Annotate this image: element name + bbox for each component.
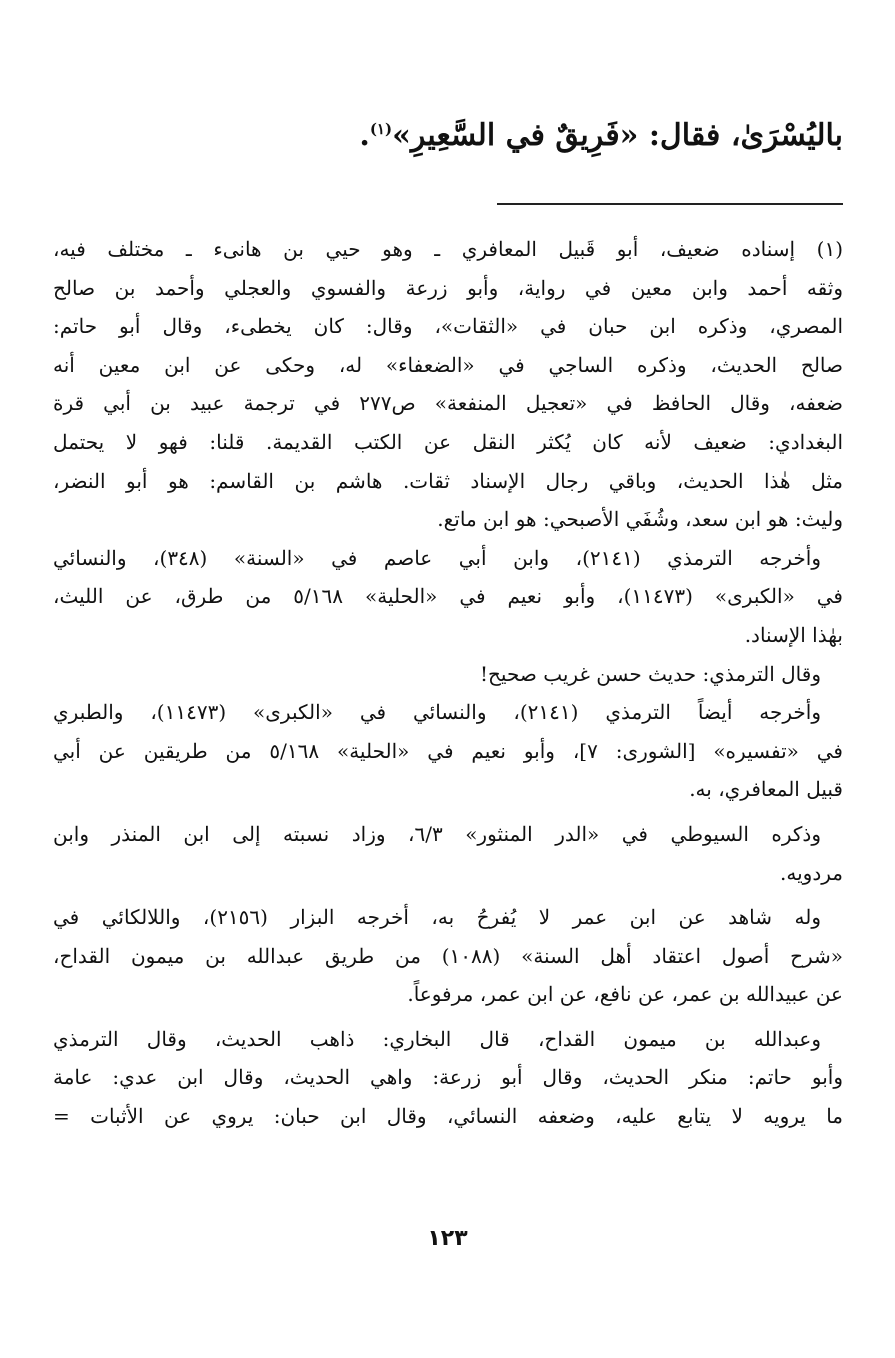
footnote-line: ما يرويه لا يتابع عليه، وضعفه النسائي، وقال ابن حبان: يروي عن الأثبات = (53, 1104, 843, 1129)
footnote-line: وعبدالله بن ميمون القداح، قال البخاري: ذاهب الحديث، وقال الترمذي (53, 1026, 821, 1051)
footnote-line: عن عبيدالله بن عمر، عن نافع، عن ابن عمر، مرفوعاً. (407, 982, 843, 1007)
footnote-line: مثل هٰذا الحديث، وباقي رجال الإسناد ثقات. هاشم بن القاسم: هو أبو النضر، (53, 468, 843, 493)
footnote-line: وثقه أحمد وابن معين في رواية، وأبو زرعة والفسوي والعجلي وأحمد بن صالح (53, 275, 843, 300)
page-number: ١٢٣ (427, 1226, 468, 1251)
footnote-line: صالح الحديث، وذكره الساجي في «الضعفاء» له، وحكى عن ابن معين أنه (53, 352, 843, 377)
footnote-line: وأخرجه أيضاً الترمذي (٢١٤١)، والنسائي في «الكبرى» (١١٤٧٣)، والطبري (53, 700, 821, 725)
footnote-line: (١) إسناده ضعيف، أبو قَبيل المعافري ـ وهو حيي بن هانىء ـ مختلف فيه، (53, 237, 843, 261)
footnote-line: ضعفه، وقال الحافظ في «تعجيل المنفعة» ص٢٧٧ في ترجمة عبيد بن أبي قرة (53, 391, 843, 416)
footnote-line: وليث: هو ابن سعد، وشُفَي الأصبحي: هو ابن ماتع. (437, 507, 843, 532)
main-text-end: . (359, 118, 370, 153)
footnote-line: المصري، وذكره ابن حبان في «الثقات»، وقال: كان يخطىء، وقال أبو حاتم: (53, 314, 843, 339)
footnote-line: وقال الترمذي: حديث حسن غريب صحيح! (479, 661, 821, 686)
footnote-line: وأخرجه الترمذي (٢١٤١)، وابن أبي عاصم في «السنة» (٣٤٨)، والنسائي (53, 545, 821, 570)
footnote-marker: (١) (369, 120, 393, 138)
footnote-line: «شرح أصول اعتقاد أهل السنة» (١٠٨٨) من طريق عبدالله بن ميمون القداح، (53, 943, 843, 968)
main-text-line (60, 112, 843, 160)
footnote-line: وأبو حاتم: منكر الحديث، وقال أبو زرعة: واهي الحديث، وقال ابن عدي: عامة (53, 1065, 843, 1090)
footnote-line: مردويه. (780, 860, 843, 885)
main-text: باليُسْرَىٰ، فقال: «فَرِيقٌ في السَّعِيرِ» (392, 118, 843, 153)
footnote-line: وذكره السيوطي في «الدر المنثور» ٦/٣، وزاد نسبته إلى ابن المنذر وابن (53, 821, 821, 846)
footnote-line: في «الكبرى» (١١٤٧٣)، وأبو نعيم في «الحلية» ٥/١٦٨ من طرق، عن الليث، (53, 584, 843, 609)
footnote-line: البغدادي: ضعيف لأنه كان يُكثر النقل عن الكتب القديمة. قلنا: فهو لا يحتمل (53, 429, 843, 454)
footnote-separator (497, 203, 843, 205)
footnote-line: وله شاهد عن ابن عمر لا يُفرحُ به، أخرجه البزار (٢١٥٦)، واللالكائي في (53, 905, 821, 930)
footnote-line: بهٰذا الإسناد. (744, 622, 843, 647)
footnotes (53, 230, 843, 1136)
footnote-line: في «تفسيره» [الشورى: ٧]، وأبو نعيم في «الحلية» ٥/١٦٨ من طريقين عن أبي (53, 738, 843, 763)
footnote-line: قبيل المعافري، به. (689, 777, 843, 802)
